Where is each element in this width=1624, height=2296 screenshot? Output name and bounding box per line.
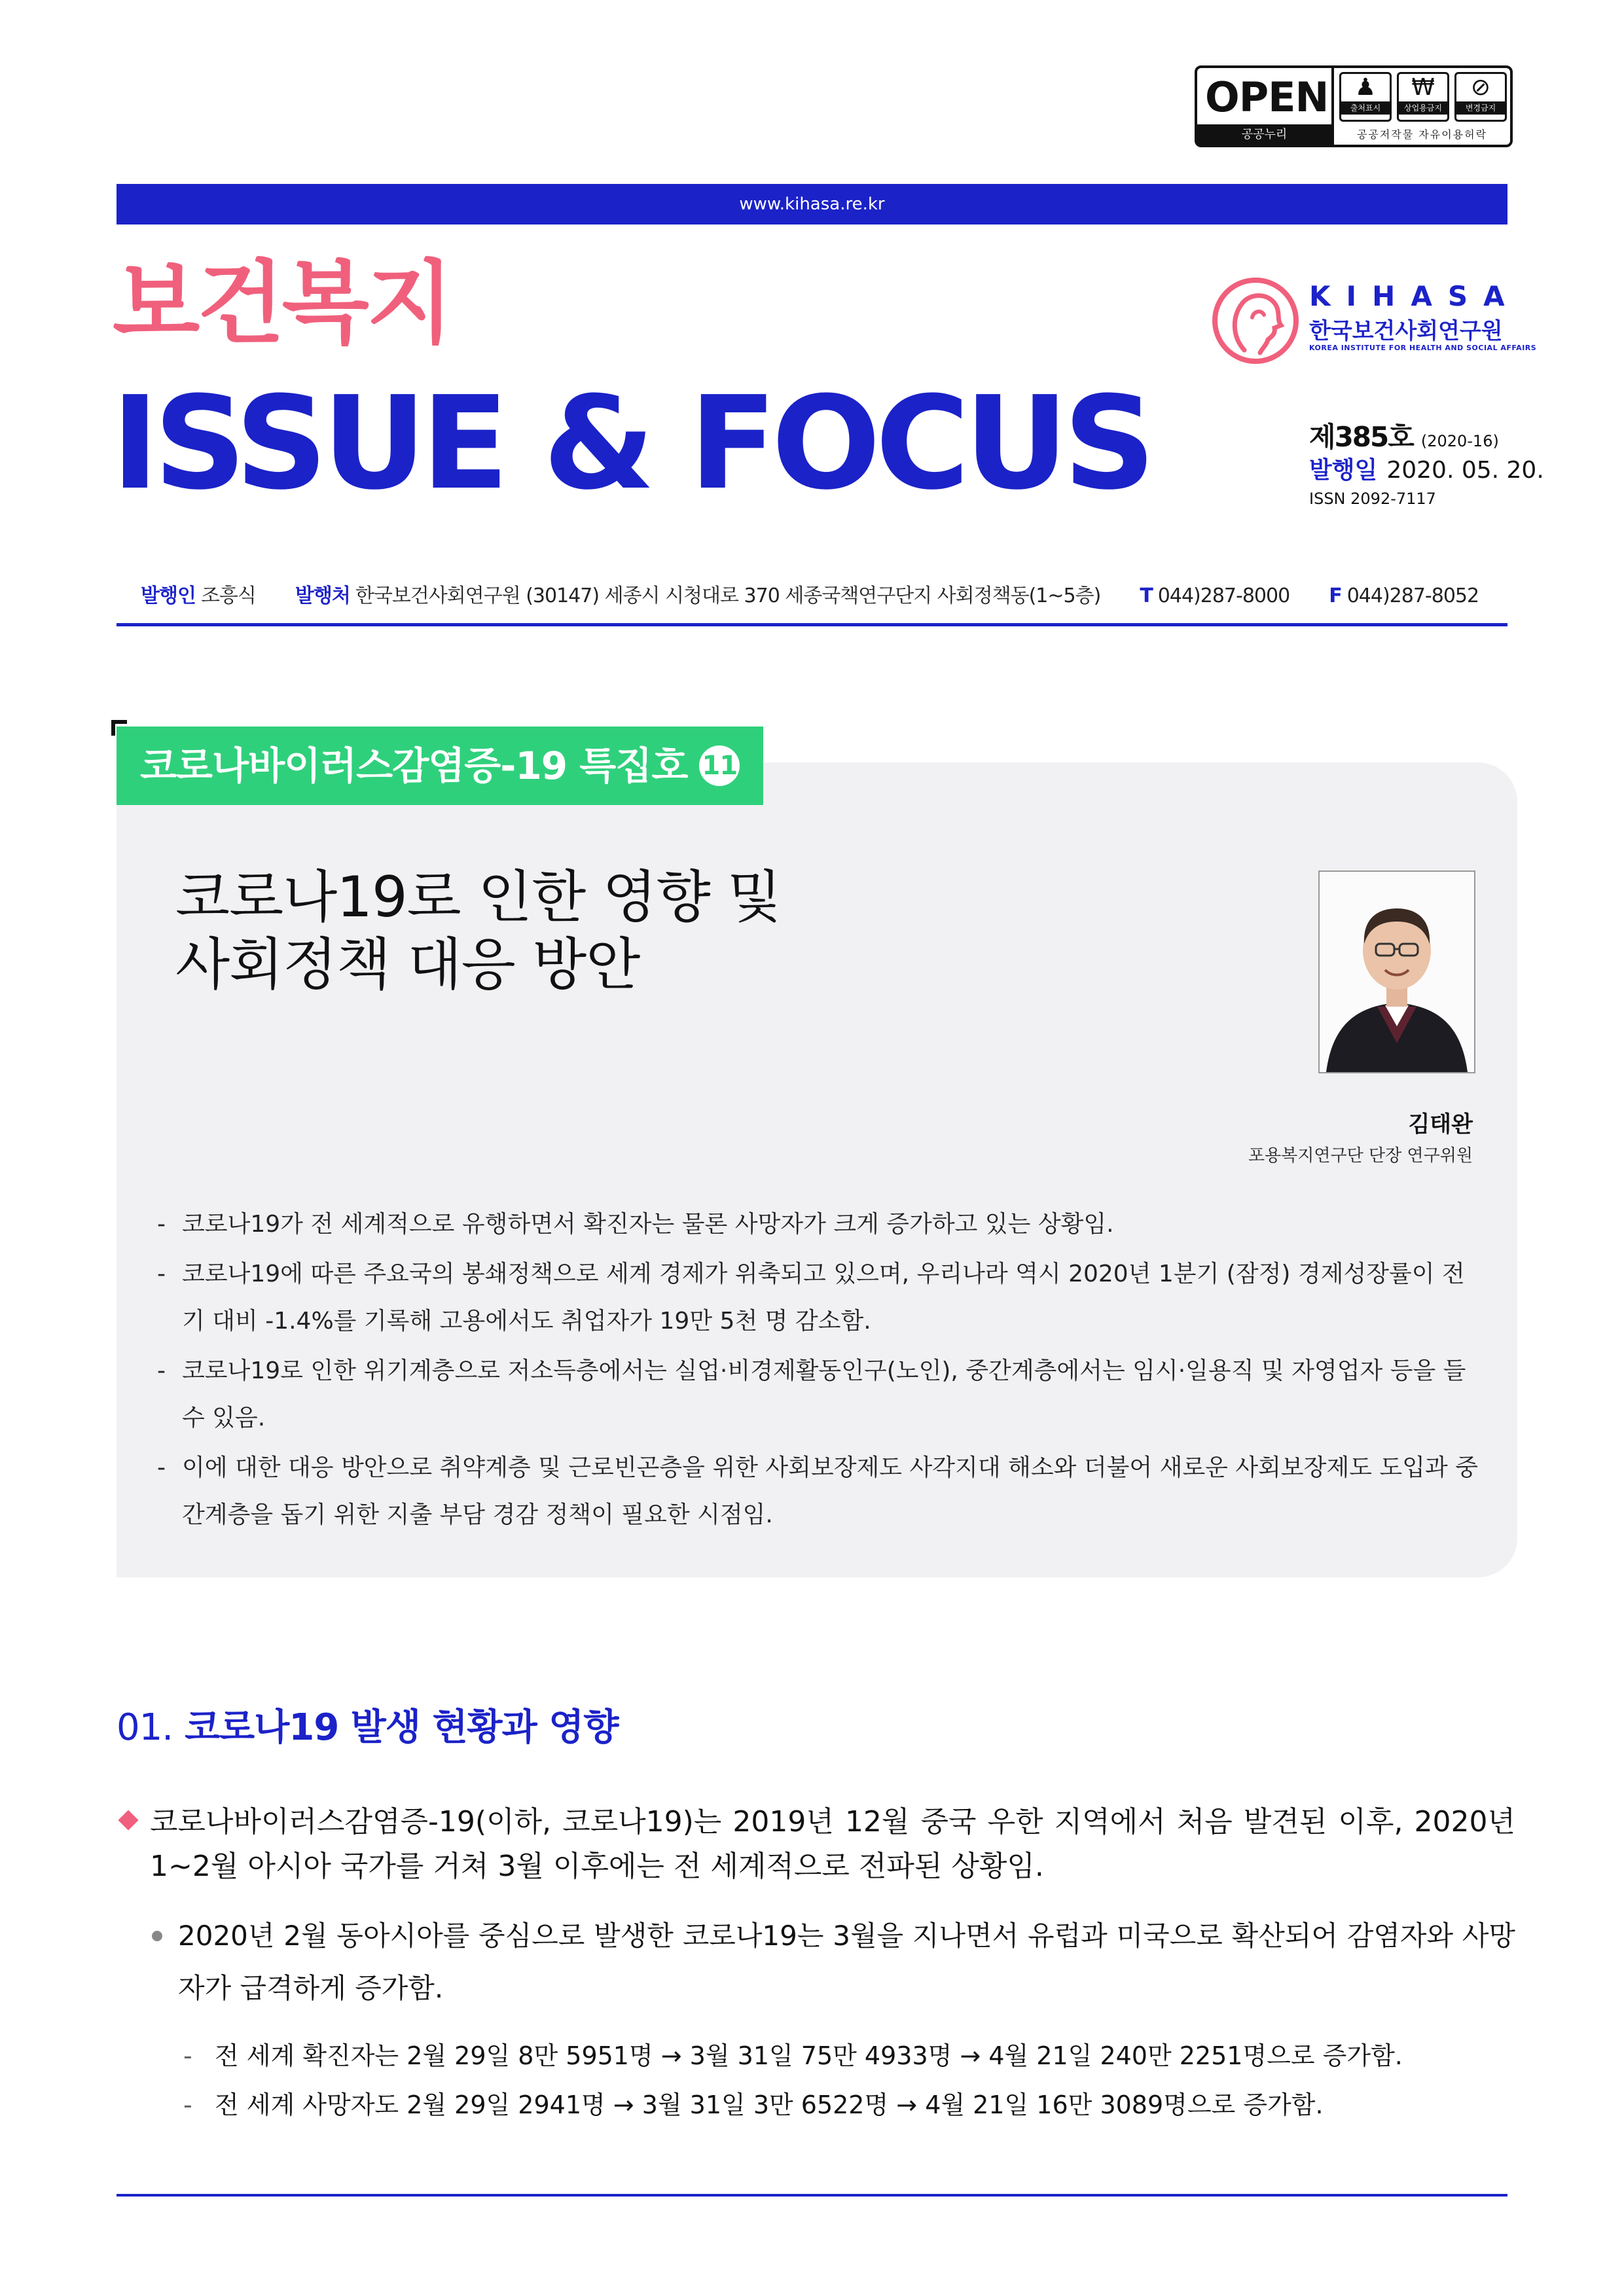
article-title-line-2: 사회정책 대응 방안 — [175, 932, 640, 998]
section-title: 코로나19 발생 현황과 영향 — [185, 1706, 619, 1749]
summary-list — [157, 1201, 1479, 1541]
section-number: 01. — [117, 1706, 173, 1749]
author-portrait-image — [1320, 872, 1474, 1072]
publisher-info — [141, 579, 1509, 608]
publisher-name: 조흥식 — [200, 584, 256, 607]
no-derivative-icon: ⊘ 변경금지 — [1454, 72, 1507, 122]
author-affiliation: 포용복지연구단 단장 연구위원 — [1248, 1146, 1473, 1166]
org-full-name-english: KOREA INSTITUTE FOR HEALTH AND SOCIAL AFFAIRS — [1309, 344, 1537, 352]
summary-item: - 코로나19가 전 세계적으로 유행하면서 확진자는 물론 사망자가 크게 증가하고 있는 상황임. — [157, 1201, 1479, 1248]
dash-item-text: 전 세계 사망자도 2월 29일 2941명 → 3월 31일 3만 6522명 → 4월 21일 16만 3089명으로 증가함. — [215, 2090, 1324, 2119]
publisher-label: 발행인 — [141, 584, 196, 607]
tel-number: 044)287-8000 — [1157, 584, 1290, 607]
summary-item: - 코로나19로 인한 위기계층으로 저소득층에서는 실업·비경제활동인구(노인), 중간계층에서는 임시·일용직 및 자영업자 등을 들 수 있음. — [157, 1348, 1479, 1442]
issn: ISSN 2092-7117 — [1309, 490, 1436, 508]
brand-title-korean: 보건복지 — [113, 251, 452, 356]
article-title — [175, 864, 1223, 999]
section-heading — [117, 1698, 618, 1751]
special-issue-label: 코로나바이러스감염증-19 특집호 — [140, 744, 688, 788]
fax-label: F — [1329, 584, 1342, 607]
dash-item: - 전 세계 사망자도 2월 29일 2941명 → 3월 31일 3만 6522명 → 4월 21일 16만 3089명으로 증가함. — [183, 2090, 1324, 2119]
sub-bullet — [152, 1910, 1515, 2015]
dash-item-text: 전 세계 확진자는 2월 29일 8만 5951명 → 3월 31일 75만 4933명 → 4월 21일 240만 2251명으로 증가함. — [215, 2041, 1403, 2070]
author-name: 김태완 — [1408, 1111, 1473, 1138]
article-title-line-1: 코로나19로 인한 영향 및 — [175, 865, 782, 930]
brand-title-english: ISSUE & FOCUS — [111, 369, 1151, 518]
open-logo — [1197, 68, 1331, 145]
main-bullet-text: 코로나바이러스감염증-19(이하, 코로나19)는 2019년 12월 중국 우한 지역에서 처음 발견된 이후, 2020년 1~2월 아시아 국가를 거쳐 3월 이후에는 전 세계적으로 전파된 상황임. — [150, 1805, 1515, 1883]
publication-date — [1309, 452, 1544, 485]
footer-divider — [117, 2194, 1507, 2197]
issue-number-main: 제385호 — [1309, 421, 1413, 453]
open-label: OPEN — [1205, 73, 1329, 121]
fax-number: 044)287-8052 — [1346, 584, 1479, 607]
special-issue-number: 11 — [699, 745, 740, 786]
date-value: 2020. 05. 20. — [1386, 457, 1544, 484]
sub-bullet-text: 2020년 2월 동아시아를 중심으로 발생한 코로나19는 3월을 지나면서 유럽과 미국으로 확산되어 감염자와 사망자가 급격하게 증가함. — [178, 1920, 1515, 2004]
date-label: 발행일 — [1309, 457, 1378, 484]
org-name-english: KIHASA — [1309, 280, 1521, 312]
no-commercial-icon: ₩ 상업용금지 — [1397, 72, 1449, 122]
main-bullet — [121, 1800, 1515, 1889]
open-sub-label: 공공누리 — [1197, 124, 1331, 145]
website-url-bar: www.kihasa.re.kr — [117, 184, 1507, 224]
special-issue-tag — [117, 726, 763, 805]
press-address: 한국보건사회연구원 (30147) 세종시 시청대로 370 세종국책연구단지 사회정책동(1~5층) — [355, 584, 1101, 607]
press-label: 발행처 — [295, 584, 350, 607]
open-license-badge — [1195, 65, 1513, 147]
org-name-korean: 한국보건사회연구원 — [1309, 318, 1503, 344]
kihasa-logo-icon — [1206, 272, 1305, 370]
summary-item: - 이에 대한 대응 방안으로 취약계층 및 근로빈곤층을 위한 사회보장제도 사각지대 해소와 더불어 새로운 사회보장제도 도입과 중간계층을 돕기 위한 지출 부담 경감 정책이 필요한 시점임. — [157, 1444, 1479, 1539]
author-photo — [1318, 870, 1475, 1073]
license-icons — [1331, 68, 1510, 145]
tel-label: T — [1140, 584, 1153, 607]
summary-item: - 코로나19에 따른 주요국의 봉쇄정책으로 세계 경제가 위축되고 있으며, 우리나라 역시 2020년 1분기 (잠정) 경제성장률이 전기 대비 -1.4%를 기록해 고용에서도 취업자가 19만 5천 명 감소함. — [157, 1251, 1479, 1345]
divider — [117, 623, 1507, 626]
dash-item: - 전 세계 확진자는 2월 29일 8만 5951명 → 3월 31일 75만 4933명 → 4월 21일 240만 2251명으로 증가함. — [183, 2041, 1403, 2070]
person-icon: ♟ 출처표시 — [1339, 72, 1392, 122]
license-sub-label: 공공저작물 자유이용허락 — [1356, 128, 1488, 141]
issue-sub-number: (2020-16) — [1420, 432, 1499, 450]
issue-number — [1309, 416, 1499, 455]
dot-bullet-icon — [152, 1931, 162, 1941]
